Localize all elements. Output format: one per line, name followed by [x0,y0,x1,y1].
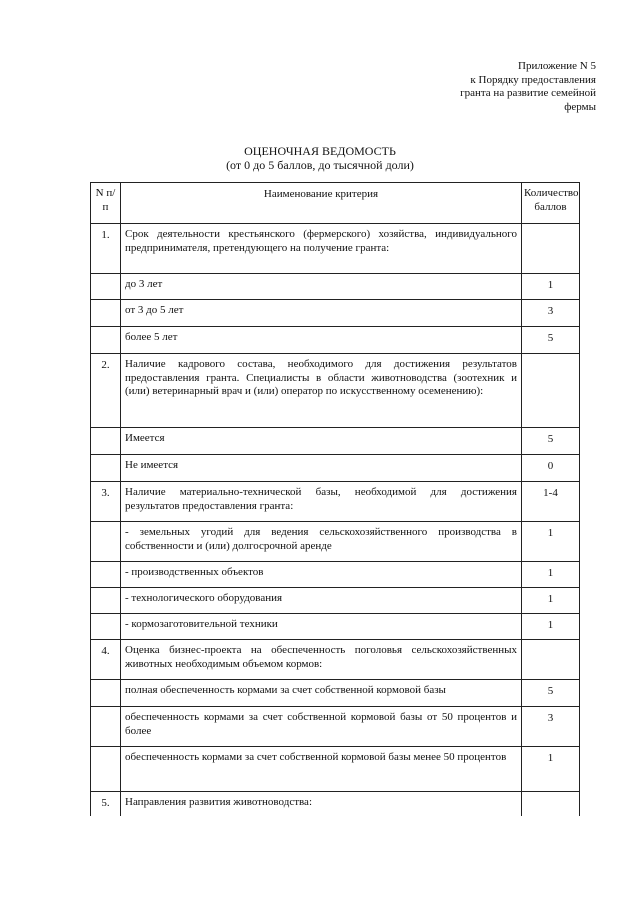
row-criterion: Не имеется [121,455,522,482]
row-criterion: более 5 лет [121,327,522,354]
table-header-row [91,183,580,224]
row-points: 1 [522,562,580,588]
row-criterion: обеспеченность кормами за счет собственной кормовой базы менее 50 процентов [121,747,522,792]
appendix-line: фермы [564,100,596,113]
row-criterion: - производственных объектов [121,562,522,588]
row-points: 5 [522,680,580,707]
row-number [91,680,121,707]
table-row [91,747,580,792]
criteria-table [90,182,580,816]
row-points [522,792,580,816]
row-points: 1 [522,747,580,792]
table-row [91,588,580,614]
appendix-line: гранта на развитие семейной [460,87,596,99]
table-row [91,354,580,428]
table-row [91,614,580,640]
row-criterion: Наличие материально-технической базы, необходимой для достижения результатов предоставления гранта: [121,482,522,522]
row-points: 1 [522,588,580,614]
row-number: 1. [91,224,121,274]
row-number [91,274,121,300]
table-row [91,707,580,747]
header-number: N п/п [91,183,121,224]
title-main: ОЦЕНОЧНАЯ ВЕДОМОСТЬ [244,144,396,158]
row-number: 3. [91,482,121,522]
appendix-block [396,60,596,114]
row-points: 1-4 [522,482,580,522]
row-criterion: полная обеспеченность кормами за счет собственной кормовой базы [121,680,522,707]
row-criterion: Наличие кадрового состава, необходимого для достижения результатов предоставления гранта. Специалисты в области животноводства (зоотехник и (или) ветеринарный врач и (или) оператор по искусственному осеменению): [121,354,522,428]
appendix-line: к Порядку предоставления [470,73,596,86]
row-points: 1 [522,522,580,562]
row-points: 1 [522,614,580,640]
row-criterion: Оценка бизнес-проекта на обеспеченность поголовья сельскохозяйственных животных необходимым объемом кормов: [121,640,522,680]
table-row [91,300,580,327]
row-points: 3 [522,300,580,327]
row-number [91,588,121,614]
row-points: 1 [522,274,580,300]
row-points [522,224,580,274]
row-number [91,428,121,455]
row-points [522,640,580,680]
row-number [91,562,121,588]
row-number: 2. [91,354,121,428]
row-number [91,707,121,747]
table-row [91,455,580,482]
document-title [0,144,640,172]
row-number: 5. [91,792,121,816]
row-points: 3 [522,707,580,747]
row-number [91,522,121,562]
header-points: Количество баллов [522,183,580,224]
row-points: 5 [522,327,580,354]
row-number [91,327,121,354]
table-row [91,224,580,274]
table-row [91,482,580,522]
table-row [91,428,580,455]
row-criterion: до 3 лет [121,274,522,300]
row-criterion: - кормозаготовительной техники [121,614,522,640]
table-row [91,792,580,816]
row-number [91,614,121,640]
row-criterion: от 3 до 5 лет [121,300,522,327]
row-criterion: Направления развития животноводства: [121,792,522,816]
row-points: 0 [522,455,580,482]
row-points [522,354,580,428]
row-criterion: - технологического оборудования [121,588,522,614]
row-number [91,747,121,792]
row-number [91,455,121,482]
table-row [91,327,580,354]
row-criterion: обеспеченность кормами за счет собственной кормовой базы от 50 процентов и более [121,707,522,747]
table-row [91,680,580,707]
row-points: 5 [522,428,580,455]
header-criterion-name: Наименование критерия [121,183,522,224]
appendix-line: Приложение N 5 [518,60,596,72]
table-row [91,640,580,680]
row-criterion: - земельных угодий для ведения сельскохозяйственного производства в собственности и (или) долгосрочной аренде [121,522,522,562]
title-subtitle: (от 0 до 5 баллов, до тысячной доли) [226,158,414,172]
row-number [91,300,121,327]
table-row [91,274,580,300]
row-criterion: Имеется [121,428,522,455]
table-row [91,522,580,562]
table-row [91,562,580,588]
row-number: 4. [91,640,121,680]
row-criterion: Срок деятельности крестьянского (фермерского) хозяйства, индивидуального предпринимателя, претендующего на получение гранта: [121,224,522,274]
